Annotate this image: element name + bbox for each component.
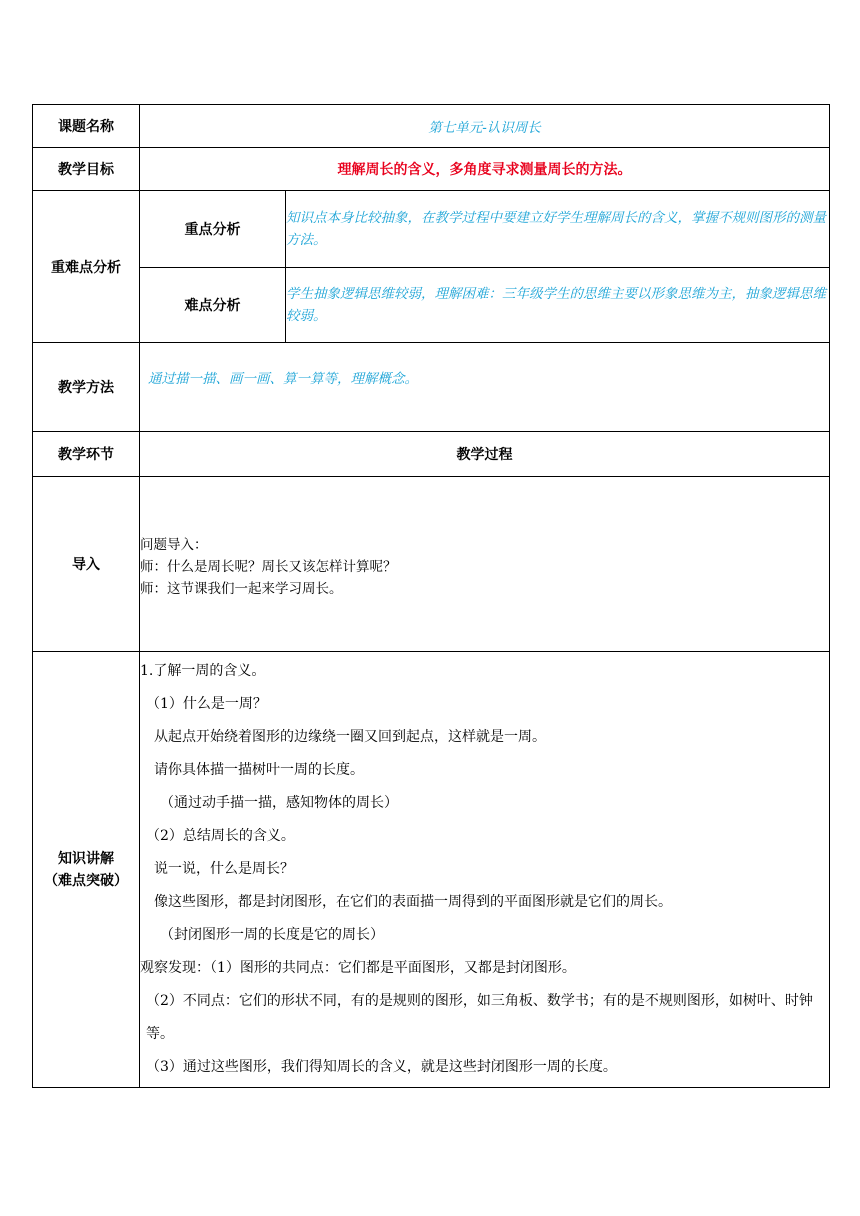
intro-content — [140, 477, 830, 652]
knowledge-line: 像这些图形，都是封闭图形，在它们的表面描一周得到的平面图形就是它们的周长。 — [154, 894, 672, 910]
label-knowledge-line1: 知识讲解 — [58, 850, 114, 867]
row-title — [33, 105, 830, 148]
label-knowledge — [33, 652, 140, 1088]
label-stage: 教学环节 — [33, 432, 140, 477]
label-goal: 教学目标 — [33, 148, 140, 191]
knowledge-line: 1.了解一周的含义。 — [140, 663, 266, 679]
lesson-title: 第七单元-认识周长 — [140, 105, 830, 148]
knowledge-line: （3）通过这些图形，我们得知周长的含义，就是这些封闭图形一周的长度。 — [146, 1059, 617, 1075]
knowledge-line: （2）不同点：它们的形状不同，有的是规则的图形，如三角板、数学书；有的是不规则图形，如树叶、时钟等。 — [146, 993, 813, 1042]
knowledge-line: 从起点开始绕着图形的边缘绕一圈又回到起点，这样就是一周。 — [154, 729, 546, 745]
knowledge-line: 请你具体描一描树叶一周的长度。 — [154, 762, 364, 778]
intro-line: 师：什么是周长呢？周长又该怎样计算呢？ — [140, 559, 397, 575]
row-method — [33, 343, 830, 432]
label-analysis: 重难点分析 — [33, 191, 140, 343]
label-key: 重点分析 — [140, 191, 286, 268]
knowledge-content — [140, 652, 830, 1088]
key-text: 知识点本身比较抽象，在教学过程中要建立好学生理解周长的含义，掌握不规则图形的测量方法。 — [286, 191, 830, 268]
label-intro: 导入 — [33, 477, 140, 652]
row-intro — [33, 477, 830, 652]
method-text: 通过描一描、画一画、算一算等，理解概念。 — [148, 371, 418, 387]
knowledge-line: （封闭图形一周的长度是它的周长） — [160, 927, 384, 943]
intro-line: 师：这节课我们一起来学习周长。 — [140, 581, 343, 597]
label-knowledge-line2: （难点突破） — [44, 872, 128, 889]
knowledge-line: 观察发现：（1）图形的共同点：它们都是平面图形，又都是封闭图形。 — [140, 960, 576, 976]
row-knowledge — [33, 652, 830, 1088]
difficult-text: 学生抽象逻辑思维较弱，理解困难：三年级学生的思维主要以形象思维为主，抽象逻辑思维较弱。 — [286, 268, 830, 343]
knowledge-line: （1）什么是一周？ — [146, 696, 267, 712]
row-goal — [33, 148, 830, 191]
label-difficult: 难点分析 — [140, 268, 286, 343]
goal-text: 理解周长的含义，多角度寻求测量周长的方法。 — [140, 148, 830, 191]
row-key-analysis — [33, 191, 830, 268]
intro-line: 问题导入： — [140, 537, 208, 553]
process-header: 教学过程 — [140, 432, 830, 477]
knowledge-line: 说一说，什么是周长？ — [154, 861, 294, 877]
row-difficult-analysis — [33, 268, 830, 343]
label-method: 教学方法 — [33, 343, 140, 432]
knowledge-line: （2）总结周长的含义。 — [146, 828, 295, 844]
label-title: 课题名称 — [33, 105, 140, 148]
lesson-plan-table — [32, 104, 830, 1088]
knowledge-line: （通过动手描一描，感知物体的周长） — [160, 795, 398, 811]
row-stage-header — [33, 432, 830, 477]
